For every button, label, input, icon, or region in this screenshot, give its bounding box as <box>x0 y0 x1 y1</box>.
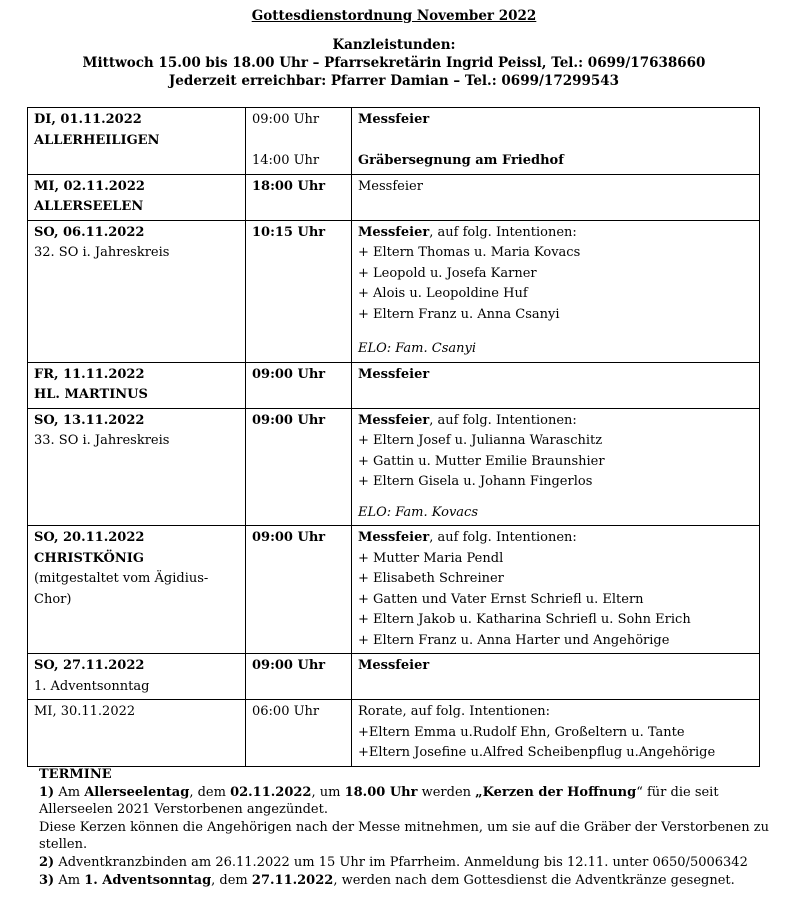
termin-text: “ für die seit Allerseelen 2021 Verstorbenen angezündet. <box>39 784 719 818</box>
service-event: Messfeier <box>358 530 430 545</box>
service-occasion: 32. SO i. Jahreskreis <box>34 245 170 260</box>
time-cell <box>246 220 352 362</box>
service-occasion: CHRISTKÖNIG <box>34 550 144 566</box>
intentions-label: , auf folg. Intentionen: <box>429 412 577 428</box>
service-event: Messfeier <box>358 224 430 240</box>
pastor-contact-line: Jederzeit erreichbar: Pfarrer Damian – Tel.: 0699/17299543 <box>168 73 620 89</box>
service-date: SO, 06.11.2022 <box>34 224 145 240</box>
service-occasion: HL. MARTINUS <box>34 387 148 402</box>
termin-text: , um <box>311 784 345 800</box>
termin-highlight: 02.11.2022 <box>230 784 312 800</box>
event-cell <box>352 654 760 700</box>
page-title: Gottesdienstordnung November 2022 <box>251 8 537 24</box>
termin-item-2 <box>39 854 769 872</box>
intention-item: + Eltern Gisela u. Johann Fingerlos <box>358 474 593 489</box>
intention-item: + Elisabeth Schreiner <box>358 571 504 586</box>
intentions-label: , auf folg. Intentionen: <box>429 224 577 240</box>
service-time: 14:00 Uhr <box>252 153 320 168</box>
service-time: 09:00 Uhr <box>252 366 326 382</box>
table-row <box>28 700 760 767</box>
termin-text: Am <box>54 784 85 800</box>
time-cell <box>246 108 352 175</box>
time-cell <box>246 408 352 526</box>
date-cell <box>28 108 246 175</box>
office-hours-line: Mittwoch 15.00 bis 18.00 Uhr – Pfarrsekretärin Ingrid Peissl, Tel.: 0699/17638660 <box>82 55 706 71</box>
elo-note: ELO: Fam. Csanyi <box>358 341 477 356</box>
termine-heading: TERMINE <box>39 767 112 782</box>
service-occasion: 33. SO i. Jahreskreis <box>34 433 170 448</box>
service-event-line <box>358 223 753 244</box>
intention-item: + Eltern Josef u. Julianna Waraschitz <box>358 433 603 448</box>
table-row <box>28 108 760 175</box>
event-cell <box>352 408 760 526</box>
intention-item: + Eltern Jakob u. Katharina Schriefl u. Sohn Erich <box>358 612 691 627</box>
service-event: Messfeier <box>358 658 430 673</box>
termin-highlight: 27.11.2022 <box>251 872 334 888</box>
event-cell <box>352 700 760 767</box>
service-event: Rorate, auf folg. Intentionen: <box>358 704 551 719</box>
schedule-table <box>27 107 760 767</box>
time-cell <box>246 654 352 700</box>
termin-item-3 <box>39 872 769 890</box>
intention-item: + Gatten und Vater Ernst Schriefl u. Eltern <box>358 591 644 607</box>
service-time: 09:00 Uhr <box>252 658 326 673</box>
service-note: Chor) <box>34 591 72 607</box>
intention-item: + Eltern Thomas u. Maria Kovacs <box>358 245 581 260</box>
service-time: 09:00 Uhr <box>252 412 326 428</box>
intention-item: + Leopold u. Josefa Karner <box>358 265 537 281</box>
intention-item: +Eltern Emma u.Rudolf Ehn, Großeltern u. Tante <box>358 724 685 740</box>
event-cell <box>352 174 760 220</box>
intention-item: + Alois u. Leopoldine Huf <box>358 286 528 301</box>
termin-highlight: Allerseelentag <box>84 784 190 800</box>
service-date: DI, 01.11.2022 <box>34 112 142 127</box>
intention-item: + Eltern Franz u. Anna Harter und Angehörige <box>358 632 670 648</box>
service-occasion: ALLERHEILIGEN <box>34 132 160 148</box>
table-row <box>28 654 760 700</box>
table-row <box>28 408 760 526</box>
intention-item: + Eltern Franz u. Anna Csanyi <box>358 306 560 322</box>
intention-item: +Eltern Josefine u.Alfred Scheibenpflug u.Angehörige <box>358 745 716 760</box>
event-cell <box>352 362 760 408</box>
service-time: 06:00 Uhr <box>252 704 320 719</box>
termin-text: , werden nach dem Gottesdienst die Adventkränze gesegnet. <box>333 872 735 888</box>
table-row <box>28 362 760 408</box>
termin-text: Am <box>54 872 85 888</box>
service-event: Gräbersegnung am Friedhof <box>358 153 564 168</box>
service-time: 09:00 Uhr <box>252 530 326 545</box>
office-hours-label: Kanzleistunden: <box>332 37 456 53</box>
termin-number: 2) <box>39 854 55 870</box>
date-cell <box>28 654 246 700</box>
service-date: FR, 11.11.2022 <box>34 366 145 382</box>
termin-item-1-continued: Diese Kerzen können die Angehörigen nach der Messe mitnehmen, um sie auf die Gräber der Verstorbenen zu stellen. <box>39 819 769 853</box>
service-occasion: ALLERSEELEN <box>34 199 144 214</box>
service-date: SO, 27.11.2022 <box>34 658 145 673</box>
service-occasion: 1. Adventsonntag <box>34 678 150 694</box>
termin-text: werden <box>417 784 476 800</box>
termin-text: Adventkranzbinden am 26.11.2022 um 15 Uhr im Pfarrheim. Anmeldung bis 12.11. unter 0650/5006342 <box>54 854 748 870</box>
service-event-line <box>358 528 753 549</box>
date-cell <box>28 174 246 220</box>
table-row <box>28 174 760 220</box>
event-cell <box>352 220 760 362</box>
service-time: 09:00 Uhr <box>252 112 320 127</box>
time-cell <box>246 362 352 408</box>
termin-number: 3) <box>39 872 55 888</box>
service-date: SO, 20.11.2022 <box>34 530 145 545</box>
service-date: MI, 30.11.2022 <box>34 704 136 719</box>
service-event: Messfeier <box>358 412 430 428</box>
date-cell <box>28 362 246 408</box>
service-note: (mitgestaltet vom Ägidius- <box>34 571 209 586</box>
date-cell <box>28 220 246 362</box>
intentions-label: , auf folg. Intentionen: <box>429 530 577 545</box>
service-date: MI, 02.11.2022 <box>34 178 145 194</box>
time-cell <box>246 526 352 654</box>
table-row <box>28 220 760 362</box>
date-cell <box>28 700 246 767</box>
termin-text: , dem <box>189 784 231 800</box>
termin-text: , dem <box>211 872 252 888</box>
event-cell <box>352 108 760 175</box>
termin-item-1 <box>39 784 769 819</box>
event-cell <box>352 526 760 654</box>
time-cell <box>246 700 352 767</box>
elo-note: ELO: Fam. Kovacs <box>358 504 479 520</box>
intention-item: + Gattin u. Mutter Emilie Braunshier <box>358 453 605 469</box>
date-cell <box>28 408 246 526</box>
intention-item: + Mutter Maria Pendl <box>358 550 504 566</box>
service-event: Messfeier <box>358 366 430 382</box>
service-time: 18:00 Uhr <box>252 178 326 194</box>
termine-section <box>39 766 769 889</box>
termin-number: 1) <box>39 784 55 800</box>
termin-highlight: 18.00 Uhr <box>344 784 418 800</box>
service-event: Messfeier <box>358 112 430 127</box>
time-cell <box>246 174 352 220</box>
termin-highlight: „Kerzen der Hoffnung <box>475 784 637 800</box>
service-event-line <box>358 411 753 432</box>
table-row <box>28 526 760 654</box>
date-cell <box>28 526 246 654</box>
termin-highlight: 1. Adventsonntag <box>84 872 212 888</box>
service-date: SO, 13.11.2022 <box>34 412 145 428</box>
service-time: 10:15 Uhr <box>252 224 326 240</box>
service-event: Messfeier <box>358 178 423 194</box>
